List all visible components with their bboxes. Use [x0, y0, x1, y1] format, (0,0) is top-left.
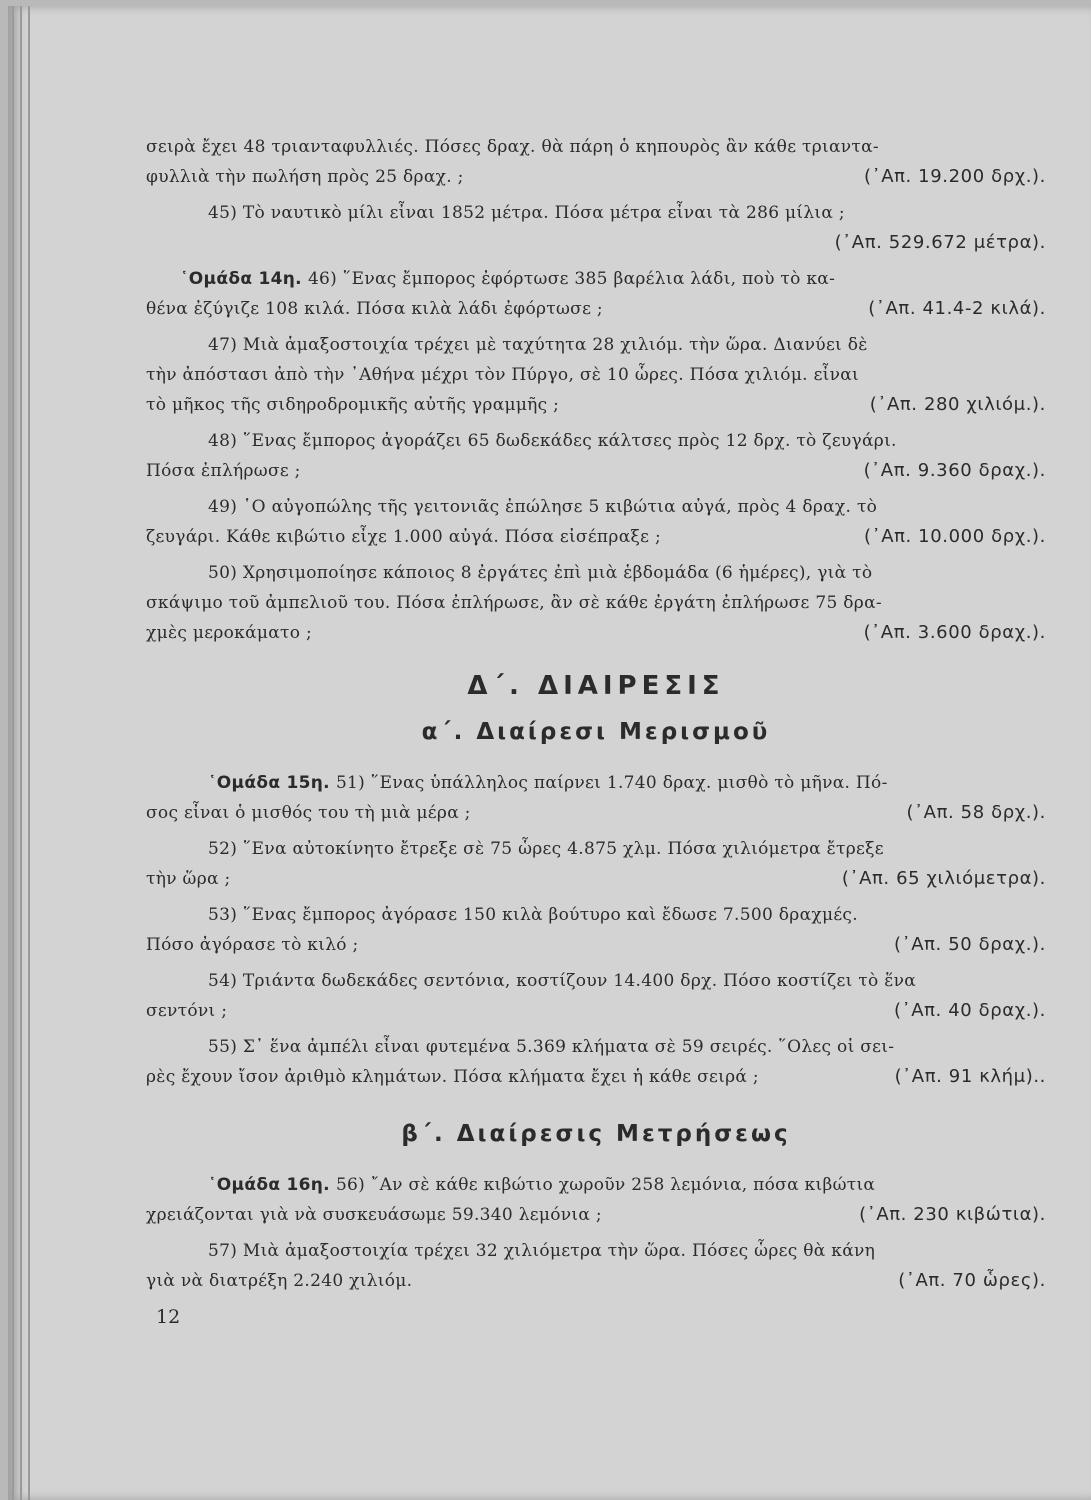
- answer: (᾿Απ. 41.4-2 κιλά).: [868, 298, 1046, 319]
- text-line: 53) ῞Ενας ἔμπορος ἀγόρασε 150 κιλὰ βούτυρο καὶ ἔδωσε 7.500 δραχμές.: [208, 905, 858, 925]
- text-line: ζευγάρι. Κάθε κιβώτιο εἶχε 1.000 αὐγά. Πόσα εἰσέπραξε ; (᾿Απ. 10.000 δρχ.).: [146, 522, 1046, 552]
- answer: (᾿Απ. 40 δραχ.).: [893, 1000, 1046, 1021]
- page-edge: [28, 6, 30, 1500]
- page-edge: [12, 6, 14, 1500]
- text-line: ῾Ομάδα 14η. 46) ῞Ενας ἔμπορος ἐφόρτωσε 385 βαρέλια λάδι, ποὺ τὸ κα-: [146, 264, 1046, 294]
- answer: (᾿Απ. 91 κλήμ)..: [894, 1066, 1046, 1087]
- page-text: [146, 132, 1046, 1296]
- text-line: θένα ἐζύγιζε 108 κιλά. Πόσα κιλὰ λάδι ἐφόρτωσε ; (᾿Απ. 41.4-2 κιλά).: [146, 294, 1046, 324]
- answer: (᾿Απ. 3.600 δραχ.).: [863, 622, 1046, 643]
- text-line: Πόσα ἐπλήρωσε ; (᾿Απ. 9.360 δραχ.).: [146, 456, 1046, 486]
- text-line: 47) Μιὰ ἁμαξοστοιχία τρέχει μὲ ταχύτητα 28 χιλιόμ. τὴν ὥρα. Διανύει δὲ: [208, 335, 868, 355]
- text-line: 57) Μιὰ ἁμαξοστοιχία τρέχει 32 χιλιόμετρα τὴν ὥρα. Πόσες ὧρες θὰ κάνη: [208, 1241, 876, 1261]
- text-line: τὸ μῆκος τῆς σιδηροδρομικῆς αὐτῆς γραμμῆς ; (᾿Απ. 280 χιλιόμ.).: [146, 390, 1046, 420]
- answer: (᾿Απ. 280 χιλιόμ.).: [869, 394, 1046, 415]
- answer: (᾿Απ. 65 χιλιόμετρα).: [841, 868, 1046, 889]
- text-line: χρειάζονται γιὰ νὰ συσκευάσωμε 59.340 λεμόνια ; (᾿Απ. 230 κιβώτια).: [146, 1200, 1046, 1230]
- text-line: σεντόνι ; (᾿Απ. 40 δραχ.).: [146, 996, 1046, 1026]
- text-line: σειρὰ ἔχει 48 τριανταφυλλιές. Πόσες δραχ. θὰ πάρη ὁ κηπουρὸς ἂν κάθε τριαντα-: [146, 137, 879, 157]
- text-line: 50) Χρησιμοποίησε κάποιος 8 ἐργάτες ἐπὶ μιὰ ἑβδομάδα (6 ἡμέρες), γιὰ τὸ: [208, 563, 873, 583]
- page-edge: [20, 6, 22, 1500]
- text-line: 49) ῾Ο αὐγοπώλης τῆς γειτονιᾶς ἐπώλησε 5 κιβώτια αὐγά, πρὸς 4 δραχ. τὸ: [208, 497, 878, 517]
- text-line: Πόσο ἀγόρασε τὸ κιλό ; (᾿Απ. 50 δραχ.).: [146, 930, 1046, 960]
- text-line: 55) Σ᾿ ἕνα ἀμπέλι εἶναι φυτεμένα 5.369 κλήματα σὲ 59 σειρές. ῞Ολες οἱ σει-: [208, 1037, 895, 1057]
- answer: (᾿Απ. 70 ὧρες).: [898, 1270, 1046, 1291]
- text-line: γιὰ νὰ διατρέξη 2.240 χιλιόμ. (᾿Απ. 70 ὧρες).: [146, 1266, 1046, 1296]
- text-line: ρὲς ἔχουν ἴσον ἀριθμὸ κλημάτων. Πόσα κλήματα ἔχει ἡ κάθε σειρά ; (᾿Απ. 91 κλήμ)..: [146, 1062, 1046, 1092]
- text-line: τὴν ὥρα ; (᾿Απ. 65 χιλιόμετρα).: [146, 864, 1046, 894]
- text-line: σος εἶναι ὁ μισθός του τὴ μιὰ μέρα ; (᾿Απ. 58 δρχ.).: [146, 798, 1046, 828]
- answer: (᾿Απ. 58 δρχ.).: [906, 802, 1046, 823]
- text-line: 48) ῞Ενας ἔμπορος ἀγοράζει 65 δωδεκάδες κάλτσες πρὸς 12 δρχ. τὸ ζευγάρι.: [208, 431, 897, 451]
- answer: (᾿Απ. 529.672 μέτρα).: [834, 232, 1046, 253]
- subsection-title: β΄. Διαίρεσις Μετρήσεως: [401, 1121, 791, 1147]
- answer: (᾿Απ. 9.360 δραχ.).: [863, 460, 1046, 481]
- answer: (᾿Απ. 230 κιβώτια).: [859, 1204, 1046, 1225]
- group-heading: ῾Ομάδα 14η.: [180, 269, 302, 289]
- text-line: ῾Ομάδα 15η. 51) ῞Ενας ὑπάλληλος παίρνει 1.740 δραχ. μισθὸ τὸ μῆνα. Πό-: [146, 768, 1046, 798]
- group-heading: ῾Ομάδα 16η.: [208, 1175, 330, 1195]
- page-number: 12: [156, 1306, 181, 1328]
- text-line: [146, 228, 1046, 258]
- book-page: [8, 6, 1091, 1500]
- text-line: τὴν ἀπόστασι ἀπὸ τὴν ᾿Αθήνα μέχρι τὸν Πύργο, σὲ 10 ὧρες. Πόσα χιλιόμ. εἶναι: [146, 365, 860, 385]
- text-line: ῾Ομάδα 16η. 56) ῎Αν σὲ κάθε κιβώτιο χωροῦν 258 λεμόνια, πόσα κιβώτια: [146, 1170, 1046, 1200]
- answer: (᾿Απ. 19.200 δρχ.).: [863, 166, 1046, 187]
- subsection-title: α΄. Διαίρεσι Μερισμοῦ: [421, 719, 771, 745]
- text-line: σκάψιμο τοῦ ἀμπελιοῦ του. Πόσα ἐπλήρωσε, ἂν σὲ κάθε ἐργάτη ἐπλήρωσε 75 δρα-: [146, 593, 882, 613]
- text-line: 45) Τὸ ναυτικὸ μίλι εἶναι 1852 μέτρα. Πόσα μέτρα εἶναι τὰ 286 μίλια ;: [208, 203, 845, 223]
- text-line: χμὲς μεροκάματο ; (᾿Απ. 3.600 δραχ.).: [146, 618, 1046, 648]
- text-line: 54) Τριάντα δωδεκάδες σεντόνια, κοστίζουν 14.400 δρχ. Πόσο κοστίζει τὸ ἕνα: [208, 971, 917, 991]
- section-title: Δ΄. ΔΙΑΙΡΕΣΙΣ: [467, 671, 725, 701]
- group-heading: ῾Ομάδα 15η.: [208, 773, 330, 793]
- answer: (᾿Απ. 10.000 δρχ.).: [863, 526, 1046, 547]
- answer: (᾿Απ. 50 δραχ.).: [893, 934, 1046, 955]
- text-line: φυλλιὰ τὴν πωλήση πρὸς 25 δραχ. ; (᾿Απ. 19.200 δρχ.).: [146, 162, 1046, 192]
- text-line: 52) ῞Ενα αὐτοκίνητο ἔτρεξε σὲ 75 ὧρες 4.875 χλμ. Πόσα χιλιόμετρα ἔτρεξε: [208, 839, 884, 859]
